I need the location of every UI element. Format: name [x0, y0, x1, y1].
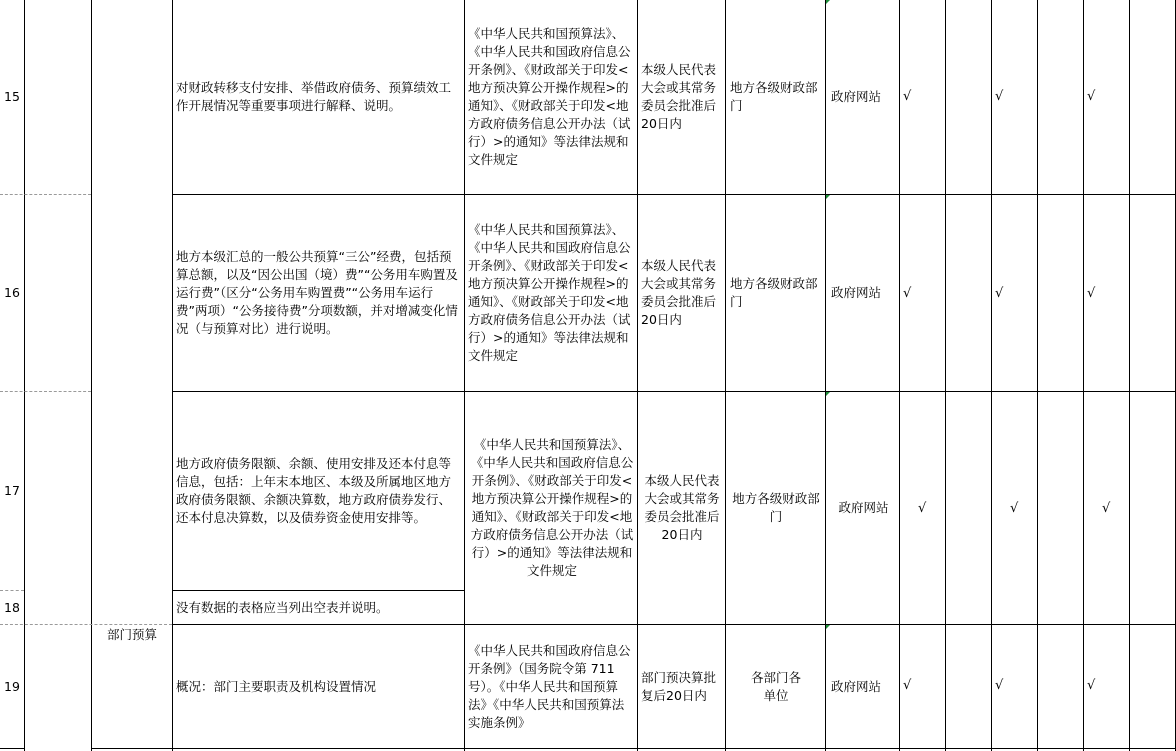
- time-limit-cell: [639, 195, 725, 391]
- subject-cell: [728, 195, 824, 391]
- time-limit-text: 本级人民代表大会或其常务委员会批准后20日内: [641, 62, 717, 131]
- content-cell: [174, 625, 465, 748]
- subject-cell: [728, 0, 824, 194]
- subject-text: 地方各级财政部门: [730, 80, 818, 113]
- row-number: 19: [4, 678, 20, 694]
- content-cell: [174, 392, 465, 590]
- row-number: 16: [4, 285, 20, 300]
- category-label: 部门预算: [106, 627, 157, 642]
- content-text: 地方本级汇总的一般公共预算“三公”经费，包括预算总额，以及“因公出国（境）费”“公务用车购置及运行费”（区分“公务用车购置费”“公务用车运行费”两项）“公务接待费”分项数额，并对增减变化情况（与预算对比）进行说明。: [176, 249, 458, 336]
- content-cell: [174, 0, 465, 194]
- basis-text: 《中华人民共和国政府信息公开条例》（国务院令第 711 号）。《中华人民共和国预算法》《中华人民共和国预算法实施条例》: [468, 642, 631, 730]
- channel-cell: 政府网站: [831, 678, 882, 694]
- time-limit-cell: [639, 392, 725, 624]
- subject-cell: [728, 392, 824, 624]
- subject-text: 地方各级财政部门: [732, 491, 820, 524]
- basis-text: 《中华人民共和国预算法》、《中华人民共和国政府信息公开条例》、《财政部关于印发<地方预决算公开操作规程>的通知》、《财政部关于印发<地方政府债务信息公开办法（试行）>的通知》等法律法规和文件规定: [468, 26, 631, 167]
- check-mark: √: [1087, 678, 1096, 693]
- check-mark: √: [918, 501, 927, 516]
- channel-cell: 政府网站: [831, 89, 882, 104]
- check-mark: √: [1102, 501, 1111, 516]
- content-text: 对财政转移支付安排、举借政府债务、预算绩效工作开展情况等重要事项进行解释、说明。: [176, 80, 452, 113]
- time-limit-text: 本级人民代表大会或其常务委员会批准后20日内: [641, 258, 717, 327]
- check-mark: √: [1010, 501, 1019, 516]
- check-mark: √: [903, 678, 912, 693]
- basis-cell: [466, 625, 638, 748]
- content-cell: [174, 195, 465, 391]
- time-limit-cell: [639, 0, 725, 194]
- basis-cell: [466, 392, 638, 624]
- channel-cell: 政府网站: [838, 500, 889, 515]
- content-text: 地方政府债务限额、余额、使用安排及还本付息等信息，包括：上年末本地区、本级及所属地区地方政府债务限额、余额决算数，地方政府债券发行、还本付息决算数，以及债券资金使用安排等。: [176, 456, 452, 525]
- basis-cell: [466, 0, 638, 194]
- subject-text: 地方各级财政部门: [730, 276, 818, 309]
- subject-text: 各部门各单位: [750, 669, 801, 703]
- basis-text: 《中华人民共和国预算法》、《中华人民共和国政府信息公开条例》、《财政部关于印发<地方预决算公开操作规程>的通知》、《财政部关于印发<地方政府债务信息公开办法（试行）>的通知》等法律法规和文件规定: [468, 222, 631, 363]
- row-number: 15: [4, 89, 20, 104]
- check-mark: √: [903, 89, 912, 104]
- channel-cell: 政府网站: [831, 285, 882, 300]
- check-mark: √: [1087, 286, 1096, 301]
- check-mark: √: [995, 89, 1004, 104]
- basis-text: 《中华人民共和国预算法》、《中华人民共和国政府信息公开条例》、《财政部关于印发<地方预决算公开操作规程>的通知》、《财政部关于印发<地方政府债务信息公开办法（试行）>的通知》等法律法规和文件规定: [470, 437, 634, 578]
- basis-cell: [466, 195, 638, 391]
- check-mark: √: [995, 286, 1004, 301]
- content-text: 概况：部门主要职责及机构设置情况: [176, 678, 377, 694]
- time-limit-cell: [639, 625, 725, 748]
- content-text: 没有数据的表格应当列出空表并说明。: [176, 599, 389, 615]
- content-cell: [174, 591, 465, 624]
- check-mark: √: [903, 286, 912, 301]
- subject-cell: [728, 625, 824, 748]
- time-limit-text: 本级人民代表大会或其常务委员会批准后20日内: [644, 473, 720, 542]
- check-mark: √: [1087, 89, 1096, 104]
- time-limit-text: 部门预决算批复后20日内: [641, 669, 717, 703]
- row-number: 18: [4, 599, 20, 615]
- row-number: 17: [4, 483, 20, 498]
- check-mark: √: [995, 678, 1004, 693]
